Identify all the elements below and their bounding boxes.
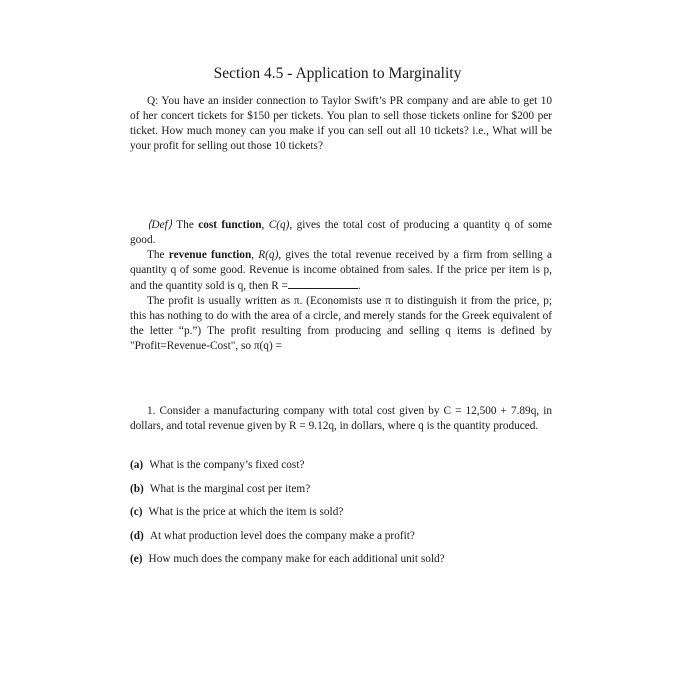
cost-term: cost function	[198, 219, 262, 231]
problem-paragraph	[130, 404, 552, 434]
part-label: (c)	[130, 506, 143, 518]
def-tag: ⟨Def⟩	[147, 219, 173, 231]
rev-pre: The	[147, 249, 169, 261]
part-label: (a)	[130, 459, 144, 471]
part-text: What is the marginal cost per item?	[149, 482, 311, 495]
section-title: Section 4.5 - Application to Marginality	[213, 65, 462, 82]
cost-definition: ⟨Def⟩ The cost function, C(q), gives the total cost of producing a quantity q of some good.	[130, 219, 553, 246]
part-label: (e)	[130, 553, 143, 565]
part-a	[130, 457, 552, 481]
revenue-symbol: R(q)	[258, 249, 279, 261]
answer-blank[interactable]	[288, 278, 358, 289]
problem-parts-list	[130, 457, 552, 575]
rev-end: .	[357, 280, 361, 292]
question-text: Q: You have an insider connection to Taylor Swift’s PR company and are able to get 10 of her concert tickets for $150 per tickets. You plan to sell those tickets online for $200 per ticket. How much money can you make if you can sell out all 10 tickets? i.e., What will be your profit for selling out those 10 tickets?	[130, 95, 552, 152]
question-paragraph	[130, 94, 552, 154]
problem-text: 1. Consider a manufacturing company with total cost given by C = 12,500 + 7.89q, in dollars, and total revenue given by R = 9.12q, in dollars, where q is the quantity produced.	[130, 405, 552, 432]
revenue-term: revenue function	[168, 249, 252, 261]
revenue-rest: , gives the total revenue received by a firm from selling a quantity q of some good. Revenue is income obtained from sales. If the price per item is p, and the quantity sold is q, then R =	[130, 249, 552, 292]
profit-definition: The profit is usually written as π. (Economists use π to distinguish it from the price, p; this has nothing to do with the area of a circle, and merely stands for the Greek equivalent of the letter “p.”) The profit resulting from producing and selling q items is defined by "Profit=Revenue-Cost", so π(q) =	[130, 295, 552, 352]
part-b	[130, 481, 552, 505]
part-d	[130, 528, 552, 552]
definition-block	[130, 218, 552, 354]
part-label: (b)	[130, 482, 144, 495]
cost-rest: , gives the total cost of producing a quantity q of some good.	[130, 219, 553, 246]
part-text: What is the company’s fixed cost?	[149, 459, 305, 471]
part-text: At what production level does the company make a profit?	[149, 529, 415, 542]
part-text: What is the price at which the item is sold?	[148, 506, 344, 518]
cost-pre: The	[176, 219, 199, 231]
revenue-definition: The revenue function, R(q), gives the total revenue received by a firm from selling a quantity q of some good. Revenue is income obtained from sales. If the price per item is p, and the quantity sold is q, then R = .	[130, 249, 552, 292]
cost-symbol: C(q)	[268, 219, 290, 231]
part-c	[130, 504, 552, 528]
part-label: (d)	[130, 529, 144, 542]
part-text: How much does the company make for each additional unit sold?	[148, 553, 445, 565]
part-e	[130, 551, 552, 575]
